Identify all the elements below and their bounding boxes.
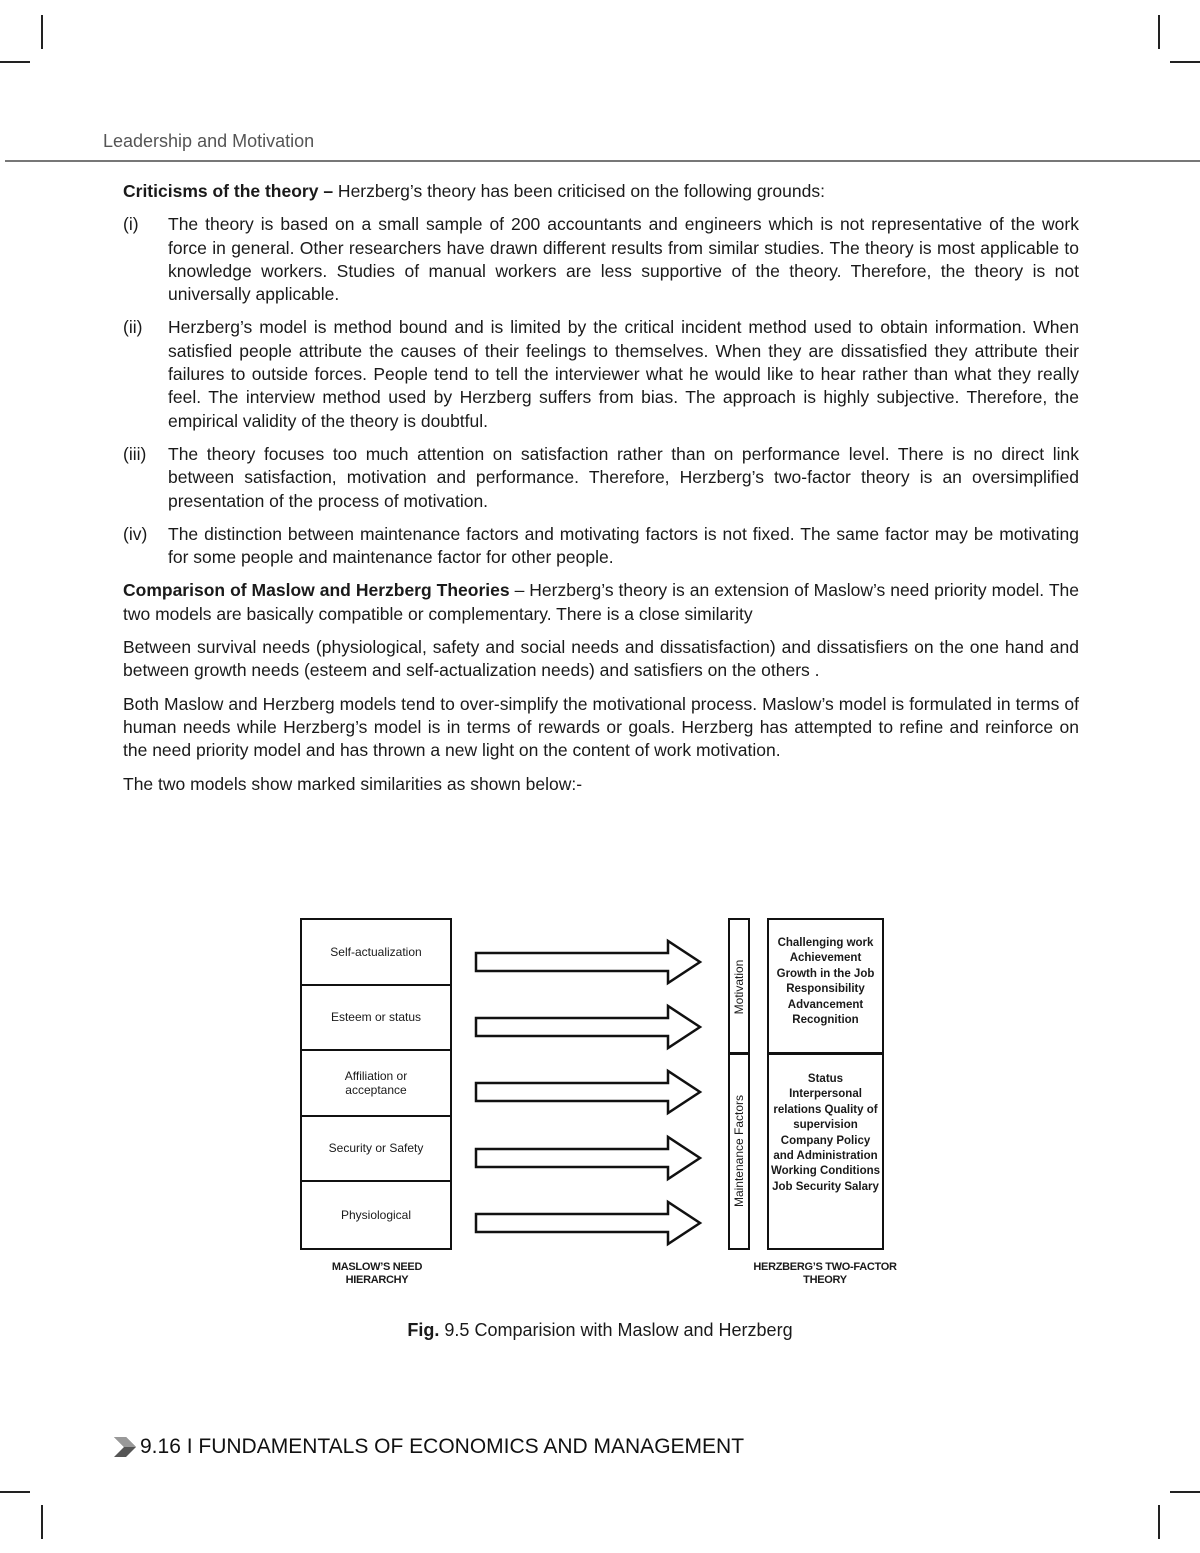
motivation-label: Motivation xyxy=(732,959,746,1014)
maintenance-column xyxy=(728,1052,750,1250)
comparison-paragraph xyxy=(123,579,1079,626)
crop-mark xyxy=(0,61,30,63)
item-number: (iv) xyxy=(123,523,148,544)
chevron-right-icon xyxy=(112,1435,138,1459)
maslow-level-box: Physiological xyxy=(340,1207,412,1222)
item-number: (iii) xyxy=(123,443,147,464)
running-head: Leadership and Motivation xyxy=(103,131,315,151)
criticisms-lead: Criticisms of the theory – xyxy=(123,181,334,201)
right-arrow-icon xyxy=(476,1006,700,1048)
item-text: The theory is based on a small sample of 200 accountants and engineers which is not representative of the work force in general. Other researchers have drawn different results from similar studies. The theory is most applicable to knowledge workers. Studies of manual workers are less supportive of the theory. Therefore, the theory is not universally applicable. xyxy=(168,214,1079,305)
item-number: (i) xyxy=(123,214,139,235)
header-rule xyxy=(5,160,1200,162)
paragraph: The two models show marked similarities as shown below:- xyxy=(123,773,583,794)
list-item xyxy=(123,316,1079,432)
right-arrow-icon xyxy=(476,1071,700,1113)
crop-mark xyxy=(0,1491,30,1493)
comparison-lead: Comparison of Maslow and Herzberg Theories xyxy=(123,580,510,601)
criticisms-intro xyxy=(123,180,1079,203)
maslow-level-box: Self-actualization xyxy=(302,920,450,986)
maslow-hierarchy-stack xyxy=(300,918,452,1250)
page-body xyxy=(123,180,1079,806)
list-item xyxy=(123,443,1079,513)
caption-text: 9.5 Comparision with Maslow and Herzberg xyxy=(439,1320,793,1340)
crop-mark xyxy=(41,1505,43,1539)
maintenance-factors-box: Status Interpersonal relations Quality of supervision Company Policy and Administration Working Conditions Job Security Salary xyxy=(767,1052,884,1250)
maslow-level-box: Affiliation or acceptance xyxy=(302,1051,450,1117)
right-arrow-icon xyxy=(476,1137,700,1179)
item-text: The distinction between maintenance factors and motivating factors is not fixed. The same factor may be motivating for some people and maintenance factor for other people. xyxy=(168,523,1079,568)
maintenance-label: Maintenance Factors xyxy=(732,1094,746,1208)
caption-fig-number: Fig. xyxy=(407,1320,440,1340)
paragraph: Both Maslow and Herzberg models tend to over-simplify the motivational process. Maslow’s model is formulated in terms of human needs while Herzberg’s model is in terms of rewards or goals. Herzberg has attempted to refine and reinforce on the need priority model and has thrown a new light on the content of work motivation. xyxy=(123,693,1079,761)
maslow-label: MASLOW’S NEED HIERARCHY xyxy=(331,1261,423,1286)
maslow-level-box: Esteem or status xyxy=(302,986,450,1052)
page-footer xyxy=(112,1435,744,1459)
paragraph: Between survival needs (physiological, safety and social needs and dissatisfaction) and dissatisfiers on the one hand and between growth needs (esteem and self-actualization needs) and satisfiers on the others . xyxy=(123,637,1079,681)
item-text: The theory focuses too much attention on satisfaction rather than on performance level. There is no direct link between satisfaction, motivation and performance. Therefore, Herzberg’s two-factor theory is an oversimplified presentation of the process of motivation. xyxy=(168,443,1079,511)
item-number: (ii) xyxy=(123,317,143,338)
item-text: Herzberg’s model is method bound and is limited by the critical incident method used to obtain information. When satisfied people attribute the causes of their feelings to themselves. When they are dissatisfied they attribute their failures to outside forces. People tend to tell the interviewer what he would like to hear rather than what they really feel. The interview method used by Herzberg suffers from bias. The approach is highly subjective. Therefore, the empirical validity of the theory is doubtful. xyxy=(168,317,1079,431)
footer-text: 9.16 I FUNDAMENTALS OF ECONOMICS AND MANAGEMENT xyxy=(140,1435,745,1458)
crop-mark xyxy=(1170,61,1200,63)
crop-mark xyxy=(41,15,43,49)
herzberg-label: HERZBERG’S TWO-FACTOR THEORY xyxy=(753,1261,897,1286)
criticisms-intro-text: Herzberg’s theory has been criticised on the following grounds: xyxy=(333,181,825,201)
comparison-intro-text: – Herzberg’s theory is an extension of Maslow’s need priority model. The two models are basically compatible or complementary. There is a close similarity xyxy=(123,580,1079,624)
motivation-column xyxy=(728,918,750,1055)
list-item xyxy=(123,523,1079,570)
crop-mark xyxy=(1158,1505,1160,1539)
maslow-level-box: Security or Safety xyxy=(302,1117,450,1183)
list-item xyxy=(123,213,1079,306)
figure-caption xyxy=(0,1320,1200,1341)
right-arrow-icon xyxy=(476,1202,700,1244)
crop-mark xyxy=(1170,1491,1200,1493)
crop-mark xyxy=(1158,15,1160,49)
motivators-box: Challenging work Achievement Growth in the Job Responsibility Advancement Recognition xyxy=(767,918,884,1055)
right-arrow-icon xyxy=(476,941,700,983)
